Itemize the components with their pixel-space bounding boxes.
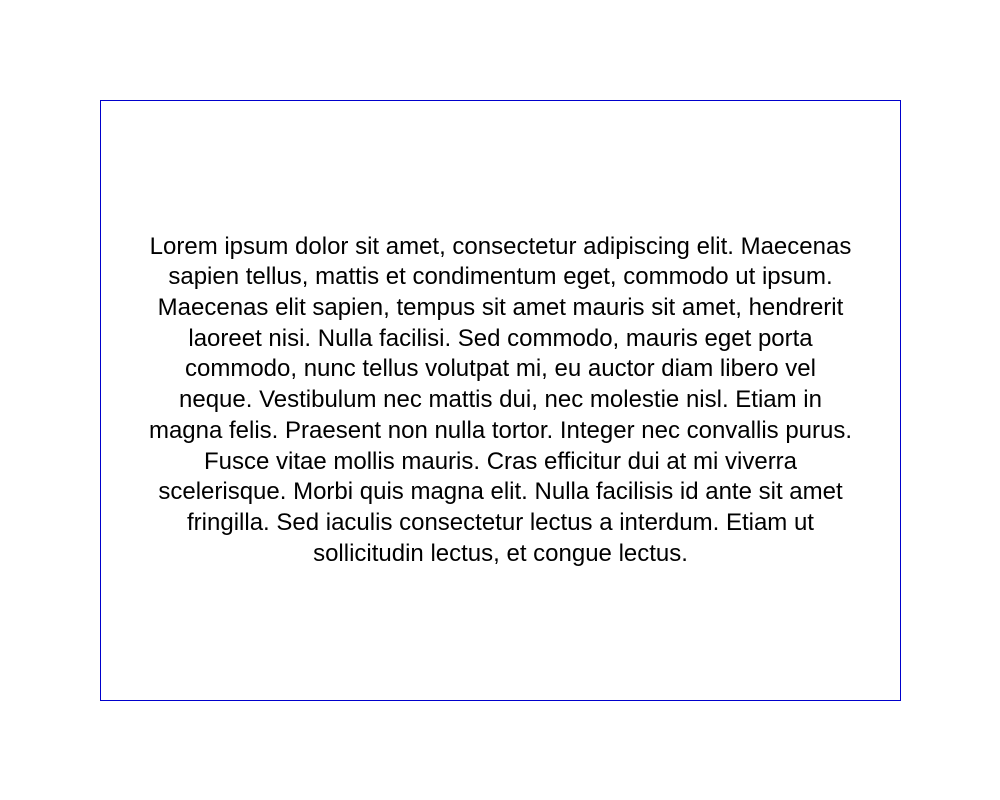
paragraph-line: Lorem ipsum dolor sit amet, consectetur adipiscing elit. Maecenas (149, 232, 852, 260)
paragraph-line: neque. Vestibulum nec mattis dui, nec molestie nisl. Etiam in (179, 386, 822, 414)
paragraph-line: sapien tellus, mattis et condimentum eget, commodo ut ipsum. (168, 263, 833, 291)
paragraph-line: sollicitudin lectus, et congue lectus. (313, 539, 688, 567)
paragraph-line: commodo, nunc tellus volutpat mi, eu auctor diam libero vel (185, 355, 816, 383)
paragraph-line: laoreet nisi. Nulla facilisi. Sed commodo, mauris eget porta (188, 324, 813, 352)
lorem-paragraph (104, 232, 897, 570)
paragraph-line: fringilla. Sed iaculis consectetur lectus a interdum. Etiam ut (187, 508, 814, 536)
paragraph-line: Fusce vitae mollis mauris. Cras efficitur dui at mi viverra (203, 447, 798, 475)
paragraph-line: scelerisque. Morbi quis magna elit. Nulla facilisis id ante sit amet (158, 478, 843, 506)
text-box (100, 100, 901, 701)
paragraph-line: magna felis. Praesent non nulla tortor. Integer nec convallis purus. (148, 416, 853, 444)
paragraph-line: Maecenas elit sapien, tempus sit amet mauris sit amet, hendrerit (157, 294, 844, 322)
